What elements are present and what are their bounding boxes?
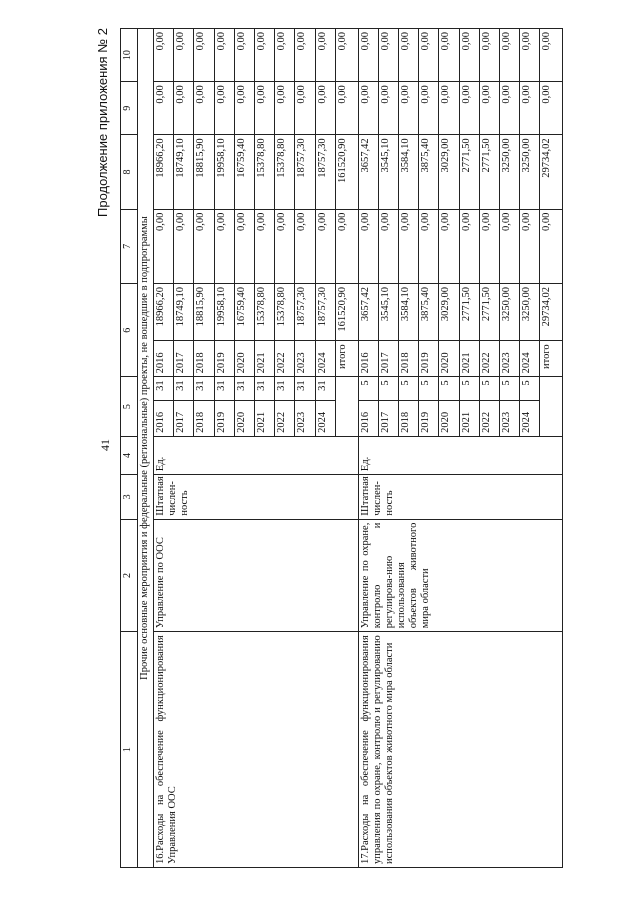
indicator-year: 2024: [315, 400, 335, 436]
indicator-year: 2017: [378, 400, 398, 436]
funding-total: 18749,10: [174, 283, 194, 340]
funding-total: 3875,40: [419, 283, 439, 340]
funding-col9: 0,00: [459, 82, 479, 135]
rotated-page: [95, 28, 638, 868]
header-cell: 9: [121, 82, 138, 135]
funding-total: 15378,80: [254, 283, 274, 340]
funding-year: 2023: [500, 341, 520, 377]
total-value: 0,00: [540, 82, 563, 135]
funding-col8: 3029,00: [439, 135, 459, 209]
funding-col8: 18749,10: [174, 135, 194, 209]
total-value: 0,00: [540, 29, 563, 82]
funding-year: 2016: [154, 341, 174, 377]
funding-col9: 0,00: [399, 82, 419, 135]
funding-col8: 15378,80: [254, 135, 274, 209]
indicator-value: 31: [234, 377, 254, 400]
funding-col9: 0,00: [254, 82, 274, 135]
funding-year: 2022: [275, 341, 295, 377]
funding-col8: 3657,42: [358, 135, 378, 209]
header-cell: 5: [121, 377, 138, 436]
funding-col8: 2771,50: [479, 135, 499, 209]
section-row: [138, 29, 154, 868]
funding-total: 3250,00: [500, 283, 520, 340]
table-row: [154, 29, 174, 868]
program-table: [120, 28, 563, 868]
indicator-year: 2016: [154, 400, 174, 436]
indicator-value: 5: [459, 377, 479, 400]
measure-description: 16.Расходы на обеспечение функционирования Управления ООС: [154, 632, 359, 868]
funding-col8: 3250,00: [500, 135, 520, 209]
table-row: [358, 29, 378, 868]
header-row: [121, 29, 138, 868]
header-cell: 8: [121, 135, 138, 209]
funding-col10: 0,00: [234, 29, 254, 82]
funding-year: 2016: [358, 341, 378, 377]
funding-col10: 0,00: [174, 29, 194, 82]
total-label: итого: [335, 341, 358, 377]
funding-col7: 0,00: [315, 209, 335, 283]
funding-col8: 3875,40: [419, 135, 439, 209]
funding-col7: 0,00: [378, 209, 398, 283]
indicator-value: 5: [419, 377, 439, 400]
measure-unit: Ед.: [154, 436, 359, 474]
funding-col8: 3250,00: [520, 135, 540, 209]
funding-col7: 0,00: [234, 209, 254, 283]
total-value: 161520,90: [335, 135, 358, 209]
measure-indicator: Штатная числен-ность: [154, 475, 359, 520]
funding-year: 2018: [399, 341, 419, 377]
header-cell: 4: [121, 436, 138, 474]
funding-total: 3584,10: [399, 283, 419, 340]
header-cell: 3: [121, 475, 138, 520]
funding-total: 2771,50: [459, 283, 479, 340]
indicator-value: 31: [154, 377, 174, 400]
header-cell: 1: [121, 632, 138, 868]
funding-col8: 15378,80: [275, 135, 295, 209]
indicator-year: 2017: [174, 400, 194, 436]
funding-col9: 0,00: [214, 82, 234, 135]
indicator-value: 5: [399, 377, 419, 400]
funding-total: 3545,10: [378, 283, 398, 340]
funding-total: 3250,00: [520, 283, 540, 340]
indicator-value: 31: [295, 377, 315, 400]
indicator-year: 2020: [439, 400, 459, 436]
funding-col10: 0,00: [399, 29, 419, 82]
funding-total: 18757,30: [315, 283, 335, 340]
indicator-value: 31: [194, 377, 214, 400]
funding-col9: 0,00: [378, 82, 398, 135]
indicator-year: 2018: [399, 400, 419, 436]
funding-col7: 0,00: [419, 209, 439, 283]
indicator-value: 31: [214, 377, 234, 400]
funding-col9: 0,00: [234, 82, 254, 135]
funding-col7: 0,00: [520, 209, 540, 283]
funding-col9: 0,00: [439, 82, 459, 135]
total-value: 29734,02: [540, 135, 563, 209]
indicator-year: 2016: [358, 400, 378, 436]
funding-col8: 16759,40: [234, 135, 254, 209]
funding-total: 16759,40: [234, 283, 254, 340]
funding-col7: 0,00: [154, 209, 174, 283]
header-cell: 2: [121, 519, 138, 632]
indicator-year: 2020: [234, 400, 254, 436]
funding-col9: 0,00: [275, 82, 295, 135]
indicator-year: 2022: [479, 400, 499, 436]
total-value: 0,00: [335, 82, 358, 135]
indicator-value: 5: [479, 377, 499, 400]
indicator-value: 31: [275, 377, 295, 400]
indicator-year: 2018: [194, 400, 214, 436]
funding-col10: 0,00: [378, 29, 398, 82]
funding-year: 2019: [419, 341, 439, 377]
funding-col9: 0,00: [174, 82, 194, 135]
funding-year: 2020: [234, 341, 254, 377]
funding-col10: 0,00: [315, 29, 335, 82]
indicator-value: 31: [254, 377, 274, 400]
measure-executor: Управление по охране, контролю и регулирова-нию использования объектов животного мира области: [358, 519, 563, 632]
indicator-value: 5: [520, 377, 540, 400]
indicator-value: 5: [378, 377, 398, 400]
funding-col7: 0,00: [358, 209, 378, 283]
funding-year: 2023: [295, 341, 315, 377]
header-cell: 6: [121, 283, 138, 376]
funding-col10: 0,00: [459, 29, 479, 82]
funding-col9: 0,00: [358, 82, 378, 135]
funding-total: 18815,90: [194, 283, 214, 340]
indicator-value: 5: [439, 377, 459, 400]
funding-year: 2021: [254, 341, 274, 377]
funding-total: 15378,80: [275, 283, 295, 340]
funding-col7: 0,00: [275, 209, 295, 283]
funding-col8: 18757,30: [295, 135, 315, 209]
funding-col10: 0,00: [358, 29, 378, 82]
indicator-year: 2019: [419, 400, 439, 436]
funding-year: 2017: [174, 341, 194, 377]
funding-year: 2020: [439, 341, 459, 377]
funding-col7: 0,00: [399, 209, 419, 283]
funding-col7: 0,00: [194, 209, 214, 283]
funding-col10: 0,00: [479, 29, 499, 82]
total-value: 0,00: [335, 29, 358, 82]
total-value: 0,00: [540, 209, 563, 283]
funding-col8: 19958,10: [214, 135, 234, 209]
funding-col9: 0,00: [194, 82, 214, 135]
funding-col8: 18815,90: [194, 135, 214, 209]
funding-col9: 0,00: [315, 82, 335, 135]
funding-col8: 18966,20: [154, 135, 174, 209]
header-cell: 7: [121, 209, 138, 283]
indicator-value: 5: [500, 377, 520, 400]
funding-year: 2017: [378, 341, 398, 377]
header-cell: 10: [121, 29, 138, 82]
funding-total: 2771,50: [479, 283, 499, 340]
funding-col7: 0,00: [295, 209, 315, 283]
indicator-year: 2019: [214, 400, 234, 436]
funding-col9: 0,00: [154, 82, 174, 135]
funding-col10: 0,00: [439, 29, 459, 82]
indicator-value: 5: [358, 377, 378, 400]
indicator-year: 2023: [295, 400, 315, 436]
funding-total: 3657,42: [358, 283, 378, 340]
funding-year: 2024: [315, 341, 335, 377]
section-title: Прочие основные мероприятия и федеральные (региональные) проекты, не вошедшие в подпрограммы: [138, 29, 154, 868]
funding-col8: 2771,50: [459, 135, 479, 209]
funding-col10: 0,00: [500, 29, 520, 82]
funding-col7: 0,00: [254, 209, 274, 283]
funding-col7: 0,00: [214, 209, 234, 283]
measure-unit: Ед.: [358, 436, 563, 474]
funding-col10: 0,00: [254, 29, 274, 82]
page-number: 41: [98, 439, 112, 451]
total-value: 161520,90: [335, 283, 358, 340]
empty-cell: [335, 377, 358, 436]
funding-year: 2024: [520, 341, 540, 377]
funding-col10: 0,00: [419, 29, 439, 82]
continuation-label: Продолжение приложения № 2: [95, 28, 110, 217]
funding-col7: 0,00: [439, 209, 459, 283]
funding-year: 2018: [194, 341, 214, 377]
funding-col10: 0,00: [520, 29, 540, 82]
funding-col9: 0,00: [479, 82, 499, 135]
measure-description: 17.Расходы на обеспечение функционирования управления по охране, контролю и регулированию использования объектов животного мира области: [358, 632, 563, 868]
funding-col8: 3545,10: [378, 135, 398, 209]
indicator-value: 31: [315, 377, 335, 400]
measure-indicator: Штатная числен-ность: [358, 475, 563, 520]
funding-total: 19958,10: [214, 283, 234, 340]
measure-executor: Управление по ООС: [154, 519, 359, 632]
funding-col10: 0,00: [154, 29, 174, 82]
funding-col9: 0,00: [520, 82, 540, 135]
funding-col7: 0,00: [459, 209, 479, 283]
funding-total: 18757,30: [295, 283, 315, 340]
funding-col10: 0,00: [295, 29, 315, 82]
indicator-year: 2021: [254, 400, 274, 436]
funding-total: 18966,20: [154, 283, 174, 340]
total-label: итого: [540, 341, 563, 377]
funding-col8: 18757,30: [315, 135, 335, 209]
funding-year: 2022: [479, 341, 499, 377]
total-value: 0,00: [335, 209, 358, 283]
funding-col9: 0,00: [419, 82, 439, 135]
funding-col9: 0,00: [500, 82, 520, 135]
funding-col7: 0,00: [174, 209, 194, 283]
indicator-year: 2024: [520, 400, 540, 436]
funding-year: 2019: [214, 341, 234, 377]
indicator-year: 2023: [500, 400, 520, 436]
empty-cell: [540, 377, 563, 436]
funding-col7: 0,00: [479, 209, 499, 283]
funding-col10: 0,00: [214, 29, 234, 82]
funding-col10: 0,00: [275, 29, 295, 82]
funding-col7: 0,00: [500, 209, 520, 283]
funding-total: 3029,00: [439, 283, 459, 340]
funding-col9: 0,00: [295, 82, 315, 135]
funding-col8: 3584,10: [399, 135, 419, 209]
indicator-year: 2022: [275, 400, 295, 436]
funding-year: 2021: [459, 341, 479, 377]
indicator-year: 2021: [459, 400, 479, 436]
funding-col10: 0,00: [194, 29, 214, 82]
total-value: 29734,02: [540, 283, 563, 340]
indicator-value: 31: [174, 377, 194, 400]
